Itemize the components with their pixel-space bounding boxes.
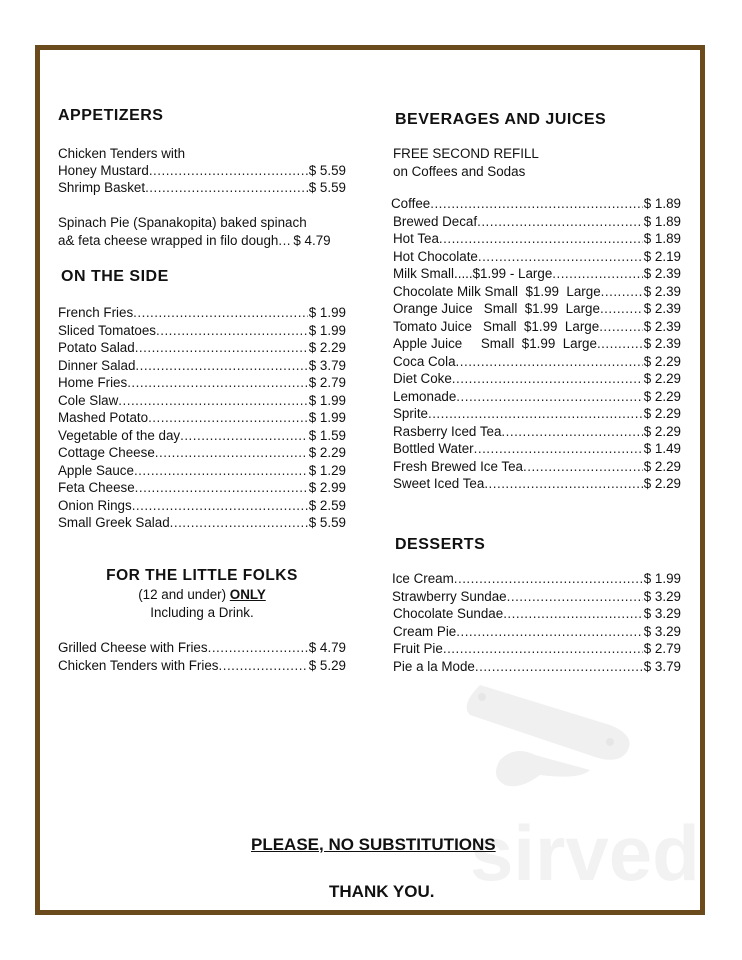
- menu-item: Diet Coke ..... $ 2.29: [393, 370, 681, 388]
- menu-item: Honey Mustard ..... $ 5.59: [58, 162, 346, 180]
- menu-item: Sliced Tomatoes ..... $ 1.99: [58, 322, 346, 340]
- appetizers-heading: APPETIZERS: [58, 107, 164, 124]
- menu-item: Small Greek Salad ..... $ 5.59: [58, 514, 346, 532]
- menu-item: Milk Small.....$1.99 - Large ..... $ 2.39: [393, 265, 681, 283]
- menu-item: Chicken Tenders with Fries ..... $ 5.29: [58, 657, 346, 675]
- menu-item: a& feta cheese wrapped in filo dough ..... $ 4.79: [58, 232, 346, 250]
- menu-item: Pie a la Mode ..... $ 3.79: [393, 658, 681, 676]
- menu-item: Bottled Water ..... $ 1.49: [393, 440, 681, 458]
- desserts-heading: DESSERTS: [395, 536, 486, 553]
- spinach-pie-description: Spinach Pie (Spanakopita) baked spinach: [58, 215, 307, 230]
- little-folks-drink-note: Including a Drink.: [150, 605, 254, 620]
- menu-item: Fruit Pie ..... $ 2.79: [393, 640, 681, 658]
- menu-item: Tomato Juice Small $1.99 Large ..... $ 2.39: [393, 318, 681, 336]
- menu-item: Chocolate Sundae ..... $ 3.29: [393, 605, 681, 623]
- menu-item: Onion Rings ..... $ 2.59: [58, 497, 346, 515]
- menu-item: Sprite ..... $ 2.29: [393, 405, 681, 423]
- menu-item: Cole Slaw ..... $ 1.99: [58, 392, 346, 410]
- menu-item: Ice Cream ..... $ 1.99: [392, 570, 681, 588]
- no-substitutions-notice: PLEASE, NO SUBSTITUTIONS: [251, 835, 496, 854]
- menu-item: Dinner Salad ..... $ 3.79: [58, 357, 346, 375]
- little-folks-heading: FOR THE LITTLE FOLKS: [106, 567, 298, 584]
- menu-item: Mashed Potato ..... $ 1.99: [58, 409, 346, 427]
- menu-item: Coffee ..... $ 1.89: [391, 195, 681, 213]
- menu-item: Orange Juice Small $1.99 Large ..... $ 2.39: [393, 300, 681, 318]
- menu-item: Home Fries ..... $ 2.79: [58, 374, 346, 392]
- menu-item: Cream Pie ..... $ 3.29: [393, 623, 681, 641]
- menu-item: French Fries ..... $ 1.99: [58, 304, 346, 322]
- menu-item: Shrimp Basket ..... $ 5.59: [58, 179, 346, 197]
- menu-item: Brewed Decaf ..... $ 1.89: [393, 213, 681, 231]
- menu-item: Grilled Cheese with Fries ..... $ 4.79: [58, 639, 346, 657]
- menu-item: Apple Sauce ..... $ 1.29: [58, 462, 346, 480]
- menu-item: Rasberry Iced Tea ..... $ 2.29: [393, 423, 681, 441]
- menu-item: Cottage Cheese ..... $ 2.29: [58, 444, 346, 462]
- menu-item: Lemonade ..... $ 2.29: [393, 388, 681, 406]
- menu-item: Hot Tea ..... $ 1.89: [393, 230, 681, 248]
- menu-item: Fresh Brewed Ice Tea ..... $ 2.29: [393, 458, 681, 476]
- menu-item: Sweet Iced Tea ..... $ 2.29: [393, 475, 681, 493]
- only-emphasis: ONLY: [229, 587, 266, 602]
- menu-item: Coca Cola ..... $ 2.29: [393, 353, 681, 371]
- on-the-side-heading: ON THE SIDE: [61, 268, 169, 285]
- menu-item: Vegetable of the day ..... $ 1.59: [58, 427, 346, 445]
- beverages-heading: BEVERAGES AND JUICES: [395, 111, 607, 128]
- menu-item: Potato Salad ..... $ 2.29: [58, 339, 346, 357]
- little-folks-age-note: (12 and under) ONLY: [138, 587, 266, 602]
- menu-item: Hot Chocolate ..... $ 2.19: [393, 248, 681, 266]
- menu-item: Chocolate Milk Small $1.99 Large ..... $ 2.39: [393, 283, 681, 301]
- menu-item: Strawberry Sundae ..... $ 3.29: [392, 588, 681, 606]
- thank-you-text: THANK YOU.: [329, 882, 435, 901]
- menu-item: Feta Cheese ..... $ 2.99: [58, 479, 346, 497]
- appetizers-intro: Chicken Tenders with: [58, 146, 186, 161]
- menu-item: Apple Juice Small $1.99 Large ..... $ 2.39: [393, 335, 681, 353]
- svg-text:sirved: sirved: [470, 809, 700, 895]
- refill-note-line1: FREE SECOND REFILL: [393, 146, 539, 161]
- refill-note-line2: on Coffees and Sodas: [393, 164, 526, 179]
